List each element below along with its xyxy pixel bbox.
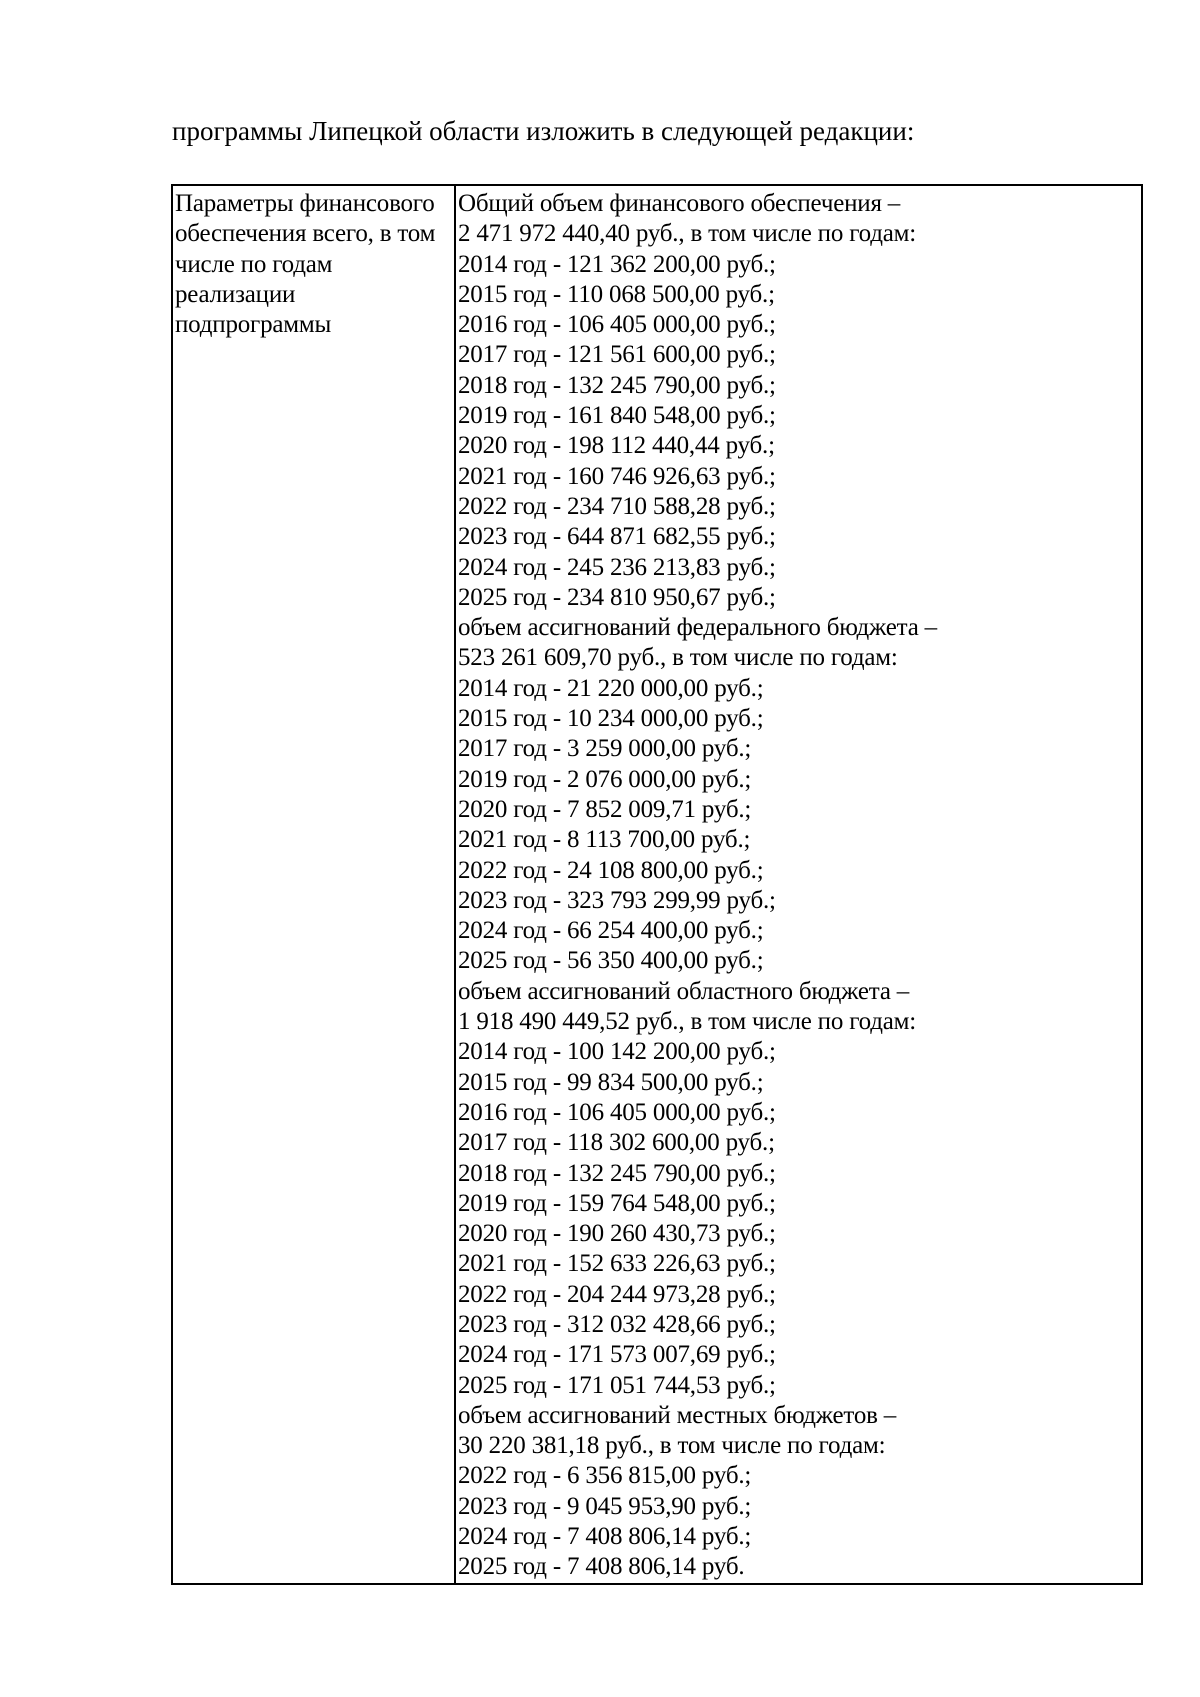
financing-value-line: 2014 год - 121 362 200,00 руб.; <box>458 250 776 278</box>
financing-value-line: 2022 год - 6 356 815,00 руб.; <box>458 1462 752 1490</box>
financing-value-line: Общий объем финансового обеспечения – <box>458 190 901 217</box>
financing-value-line: 2025 год - 56 350 400,00 руб.; <box>458 947 764 975</box>
financing-value-line: 2021 год - 152 633 226,63 руб.; <box>458 1250 776 1278</box>
parameter-name-line: Параметры финансового <box>175 190 435 217</box>
financing-value-line: 2023 год - 644 871 682,55 руб.; <box>458 523 776 551</box>
financing-value-line: 2017 год - 3 259 000,00 руб.; <box>458 735 752 763</box>
financing-value-line: объем ассигнований местных бюджетов – <box>458 1401 897 1429</box>
financing-value-line: 2 471 972 440,40 руб., в том числе по годам: <box>458 220 916 248</box>
financing-value-line: 2020 год - 190 260 430,73 руб.; <box>458 1220 776 1248</box>
parameter-name-line: обеспечения всего, в том <box>175 220 436 248</box>
financing-value-line: 2024 год - 245 236 213,83 руб.; <box>458 553 776 581</box>
financing-table <box>171 184 1143 1585</box>
financing-value-line: 2022 год - 24 108 800,00 руб.; <box>458 856 764 884</box>
financing-value-line: 30 220 381,18 руб., в том числе по годам: <box>458 1432 886 1460</box>
financing-value-line: 2015 год - 10 234 000,00 руб.; <box>458 705 764 733</box>
parameter-name-cell <box>173 186 456 1583</box>
financing-value-line: 2020 год - 7 852 009,71 руб.; <box>458 795 752 823</box>
financing-value-line: 2017 год - 118 302 600,00 руб.; <box>458 1129 775 1157</box>
financing-value-line: 2021 год - 8 113 700,00 руб.; <box>458 826 751 854</box>
financing-value-line: 2019 год - 2 076 000,00 руб.; <box>458 765 752 793</box>
financing-value-line: 2017 год - 121 561 600,00 руб.; <box>458 341 776 369</box>
financing-value-line: 2025 год - 7 408 806,14 руб. <box>458 1553 745 1581</box>
financing-value-line: 2014 год - 100 142 200,00 руб.; <box>458 1038 776 1066</box>
financing-value-line: 2015 год - 99 834 500,00 руб.; <box>458 1068 764 1096</box>
financing-value-line: 2023 год - 323 793 299,99 руб.; <box>458 886 776 914</box>
financing-value-line: 2015 год - 110 068 500,00 руб.; <box>458 280 775 308</box>
financing-value-line: 2025 год - 234 810 950,67 руб.; <box>458 583 776 611</box>
financing-value-line: объем ассигнований областного бюджета – <box>458 977 910 1005</box>
financing-value-line: 2016 год - 106 405 000,00 руб.; <box>458 1098 776 1126</box>
financing-value-line: 2018 год - 132 245 790,00 руб.; <box>458 371 776 399</box>
intro-text: программы Липецкой области изложить в следующей редакции: <box>172 116 915 146</box>
parameter-name-line: реализации <box>175 280 296 308</box>
parameter-name-line: числе по годам <box>175 250 333 278</box>
financing-value-line: объем ассигнований федерального бюджета – <box>458 614 937 642</box>
financing-value-line: 2014 год - 21 220 000,00 руб.; <box>458 674 764 702</box>
financing-value-line: 2018 год - 132 245 790,00 руб.; <box>458 1159 776 1187</box>
financing-value-line: 2021 год - 160 746 926,63 руб.; <box>458 462 776 490</box>
financing-value-line: 2019 год - 159 764 548,00 руб.; <box>458 1189 776 1217</box>
financing-value-line: 523 261 609,70 руб., в том числе по годам: <box>458 644 898 672</box>
financing-value-line: 1 918 490 449,52 руб., в том числе по годам: <box>458 1008 916 1036</box>
financing-value-line: 2022 год - 234 710 588,28 руб.; <box>458 492 776 520</box>
financing-value-line: 2024 год - 7 408 806,14 руб.; <box>458 1523 752 1551</box>
financing-value-line: 2019 год - 161 840 548,00 руб.; <box>458 402 776 430</box>
parameter-value-cell <box>456 186 1141 1583</box>
financing-value-line: 2020 год - 198 112 440,44 руб.; <box>458 432 775 460</box>
financing-value-line: 2023 год - 9 045 953,90 руб.; <box>458 1492 752 1520</box>
financing-value-line: 2016 год - 106 405 000,00 руб.; <box>458 311 776 339</box>
financing-value-line: 2025 год - 171 051 744,53 руб.; <box>458 1371 776 1399</box>
financing-value-line: 2022 год - 204 244 973,28 руб.; <box>458 1280 776 1308</box>
financing-value-line: 2023 год - 312 032 428,66 руб.; <box>458 1310 776 1338</box>
financing-value-line: 2024 год - 66 254 400,00 руб.; <box>458 917 764 945</box>
financing-value-line: 2024 год - 171 573 007,69 руб.; <box>458 1341 776 1369</box>
parameter-name-line: подпрограммы <box>175 311 332 339</box>
